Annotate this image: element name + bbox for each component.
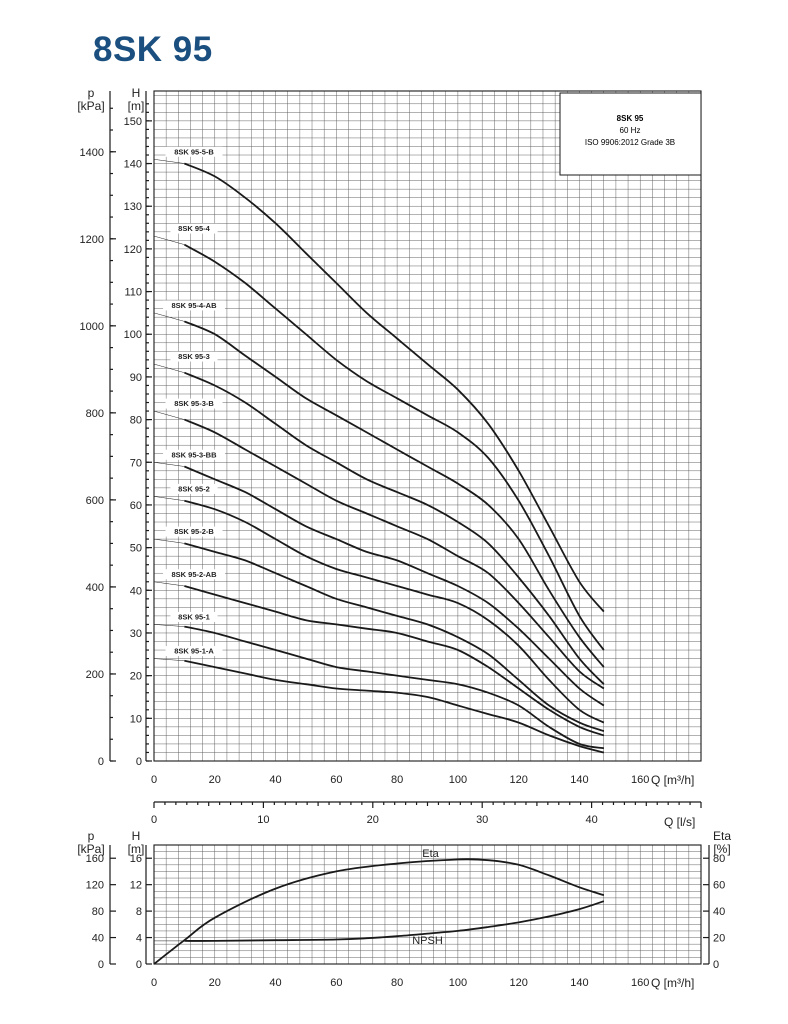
curve-label: 8SK 95-1-A [174, 646, 214, 656]
head-curve-lead [154, 582, 184, 586]
pressure-tick-label: 1000 [79, 320, 104, 333]
head-tick-label: 20 [129, 670, 142, 683]
head-curve [184, 543, 603, 731]
head-tick-label: 40 [129, 585, 142, 598]
curve-label: 8SK 95-3 [178, 352, 210, 362]
curve-label: 8SK 95-2 [178, 484, 210, 494]
eta-tick-label: 40 [713, 906, 726, 919]
info-model: 8SK 95 [616, 114, 644, 123]
lower-head-axis-unit: [m] [127, 842, 145, 856]
lower-flow-tick-label: 60 [330, 977, 343, 989]
flow-axis-title: Q [m³/h] [651, 773, 695, 787]
lower-head-tick-label: 0 [135, 959, 142, 971]
head-tick-label: 110 [124, 286, 142, 299]
info-box [560, 93, 701, 175]
npsh-curve-label: NPSH [412, 935, 443, 948]
head-tick-label: 30 [129, 627, 142, 640]
flow-tick-label: 20 [208, 774, 221, 786]
flow-tick-label: 160 [631, 774, 650, 786]
head-curve-lead [154, 539, 184, 543]
eta-curve-label: Eta [422, 848, 439, 861]
head-tick-label: 150 [123, 115, 142, 128]
lower-flow-tick-label: 40 [269, 977, 282, 989]
lower-flow-tick-label: 20 [208, 977, 221, 989]
pressure-tick-label: 1200 [79, 233, 104, 246]
head-curve [184, 501, 603, 723]
flow-tick-label: 140 [570, 774, 589, 786]
head-axis-title: H [131, 86, 141, 100]
lower-pressure-axis-title: p [87, 829, 95, 843]
head-tick-label: 70 [129, 457, 142, 470]
eta-axis-unit: [%] [713, 842, 731, 856]
flow-tick-label: 0 [150, 774, 158, 786]
pressure-axis-unit: [kPa] [77, 99, 105, 113]
pressure-tick-label: 200 [85, 668, 104, 681]
lower-flow-tick-label: 140 [570, 977, 589, 989]
pressure-tick-label: 1400 [79, 146, 104, 159]
head-tick-label: 60 [129, 499, 142, 512]
head-tick-label: 120 [123, 243, 142, 256]
head-curve [184, 164, 603, 612]
lower-pressure-tick-label: 0 [97, 959, 104, 971]
page-title: 8SK 95 [93, 30, 213, 69]
head-curve-lead [154, 659, 184, 661]
flow-ls-tick-label: 20 [366, 814, 379, 826]
flow-ls-tick-label: 40 [585, 814, 598, 826]
eta-tick-label: 80 [713, 853, 726, 866]
lower-flow-tick-label: 120 [509, 977, 528, 989]
curve-label: 8SK 95-3-BB [171, 450, 217, 460]
head-tick-label: 10 [129, 713, 142, 726]
head-tick-label: 0 [135, 756, 142, 768]
lower-pressure-tick-label: 120 [85, 879, 104, 892]
lower-head-tick-label: 4 [135, 932, 142, 945]
pressure-axis-title: p [87, 86, 95, 100]
lower-head-tick-label: 8 [135, 906, 142, 919]
curve-label: 8SK 95-3-B [174, 399, 214, 409]
lower-flow-tick-label: 80 [390, 977, 404, 989]
lower-head-tick-label: 16 [129, 853, 142, 866]
pressure-tick-label: 0 [97, 756, 104, 768]
curve-label: 8SK 95-1 [178, 612, 210, 622]
lower-axes [86, 845, 726, 989]
head-tick-label: 50 [129, 542, 142, 555]
flow-tick-label: 40 [269, 774, 282, 786]
lower-pressure-tick-label: 80 [91, 906, 104, 919]
head-tick-label: 80 [129, 414, 142, 427]
flow-tick-label: 100 [448, 774, 468, 786]
pressure-tick-label: 600 [85, 494, 104, 507]
lower-pressure-tick-label: 40 [91, 932, 104, 945]
lower-flow-tick-label: 0 [150, 977, 158, 989]
eta-axis-title: Eta [712, 829, 732, 843]
head-tick-label: 140 [123, 158, 142, 171]
eta-curve [154, 859, 604, 964]
lower-pressure-axis-unit: [kPa] [77, 842, 105, 856]
info-standard: ISO 9906:2012 Grade 3B [584, 138, 676, 147]
flow-tick-label: 60 [330, 774, 343, 786]
flow-ls-tick-label: 30 [476, 814, 489, 826]
curve-label: 8SK 95-5-B [174, 147, 214, 157]
head-curve-lead [154, 159, 184, 163]
flow-tick-label: 80 [390, 774, 404, 786]
eta-npsh-curves [154, 848, 604, 964]
flow-ls-axis-title: Q [l/s] [664, 815, 696, 829]
lower-flow-tick-label: 100 [448, 977, 468, 989]
head-curve [184, 586, 603, 735]
head-curve-lead [154, 496, 184, 500]
npsh-curve [184, 901, 603, 941]
eta-tick-label: 60 [713, 879, 726, 892]
head-curve [184, 420, 603, 689]
head-curve-lead [154, 624, 184, 626]
curve-label: 8SK 95-2-B [174, 527, 214, 537]
head-axis-unit: [m] [127, 99, 145, 113]
pressure-tick-label: 800 [85, 407, 104, 420]
lower-flow-tick-label: 160 [631, 977, 650, 989]
info-frequency: 60 Hz [619, 126, 641, 135]
eta-tick-label: 0 [713, 959, 720, 971]
flow-ls-tick-label: 10 [257, 814, 270, 826]
head-curve [184, 627, 603, 749]
curve-label: 8SK 95-4-AB [171, 300, 217, 310]
lower-pressure-tick-label: 160 [85, 853, 104, 866]
flow-ls-tick-label: 0 [150, 814, 158, 826]
lower-head-axis-title: H [131, 829, 141, 843]
curve-label: 8SK 95-2-AB [171, 569, 217, 579]
head-curve-lead [154, 411, 184, 420]
head-tick-label: 100 [123, 329, 142, 342]
curve-label: 8SK 95-4 [178, 224, 210, 234]
eta-tick-label: 20 [713, 932, 726, 945]
head-tick-label: 90 [129, 371, 142, 384]
lower-head-tick-label: 12 [129, 879, 142, 892]
head-tick-label: 130 [123, 201, 142, 214]
head-curve-lead [154, 462, 184, 466]
pressure-tick-label: 400 [85, 581, 104, 594]
flow-tick-label: 120 [509, 774, 528, 786]
lower-flow-axis-title: Q [m³/h] [651, 976, 695, 990]
